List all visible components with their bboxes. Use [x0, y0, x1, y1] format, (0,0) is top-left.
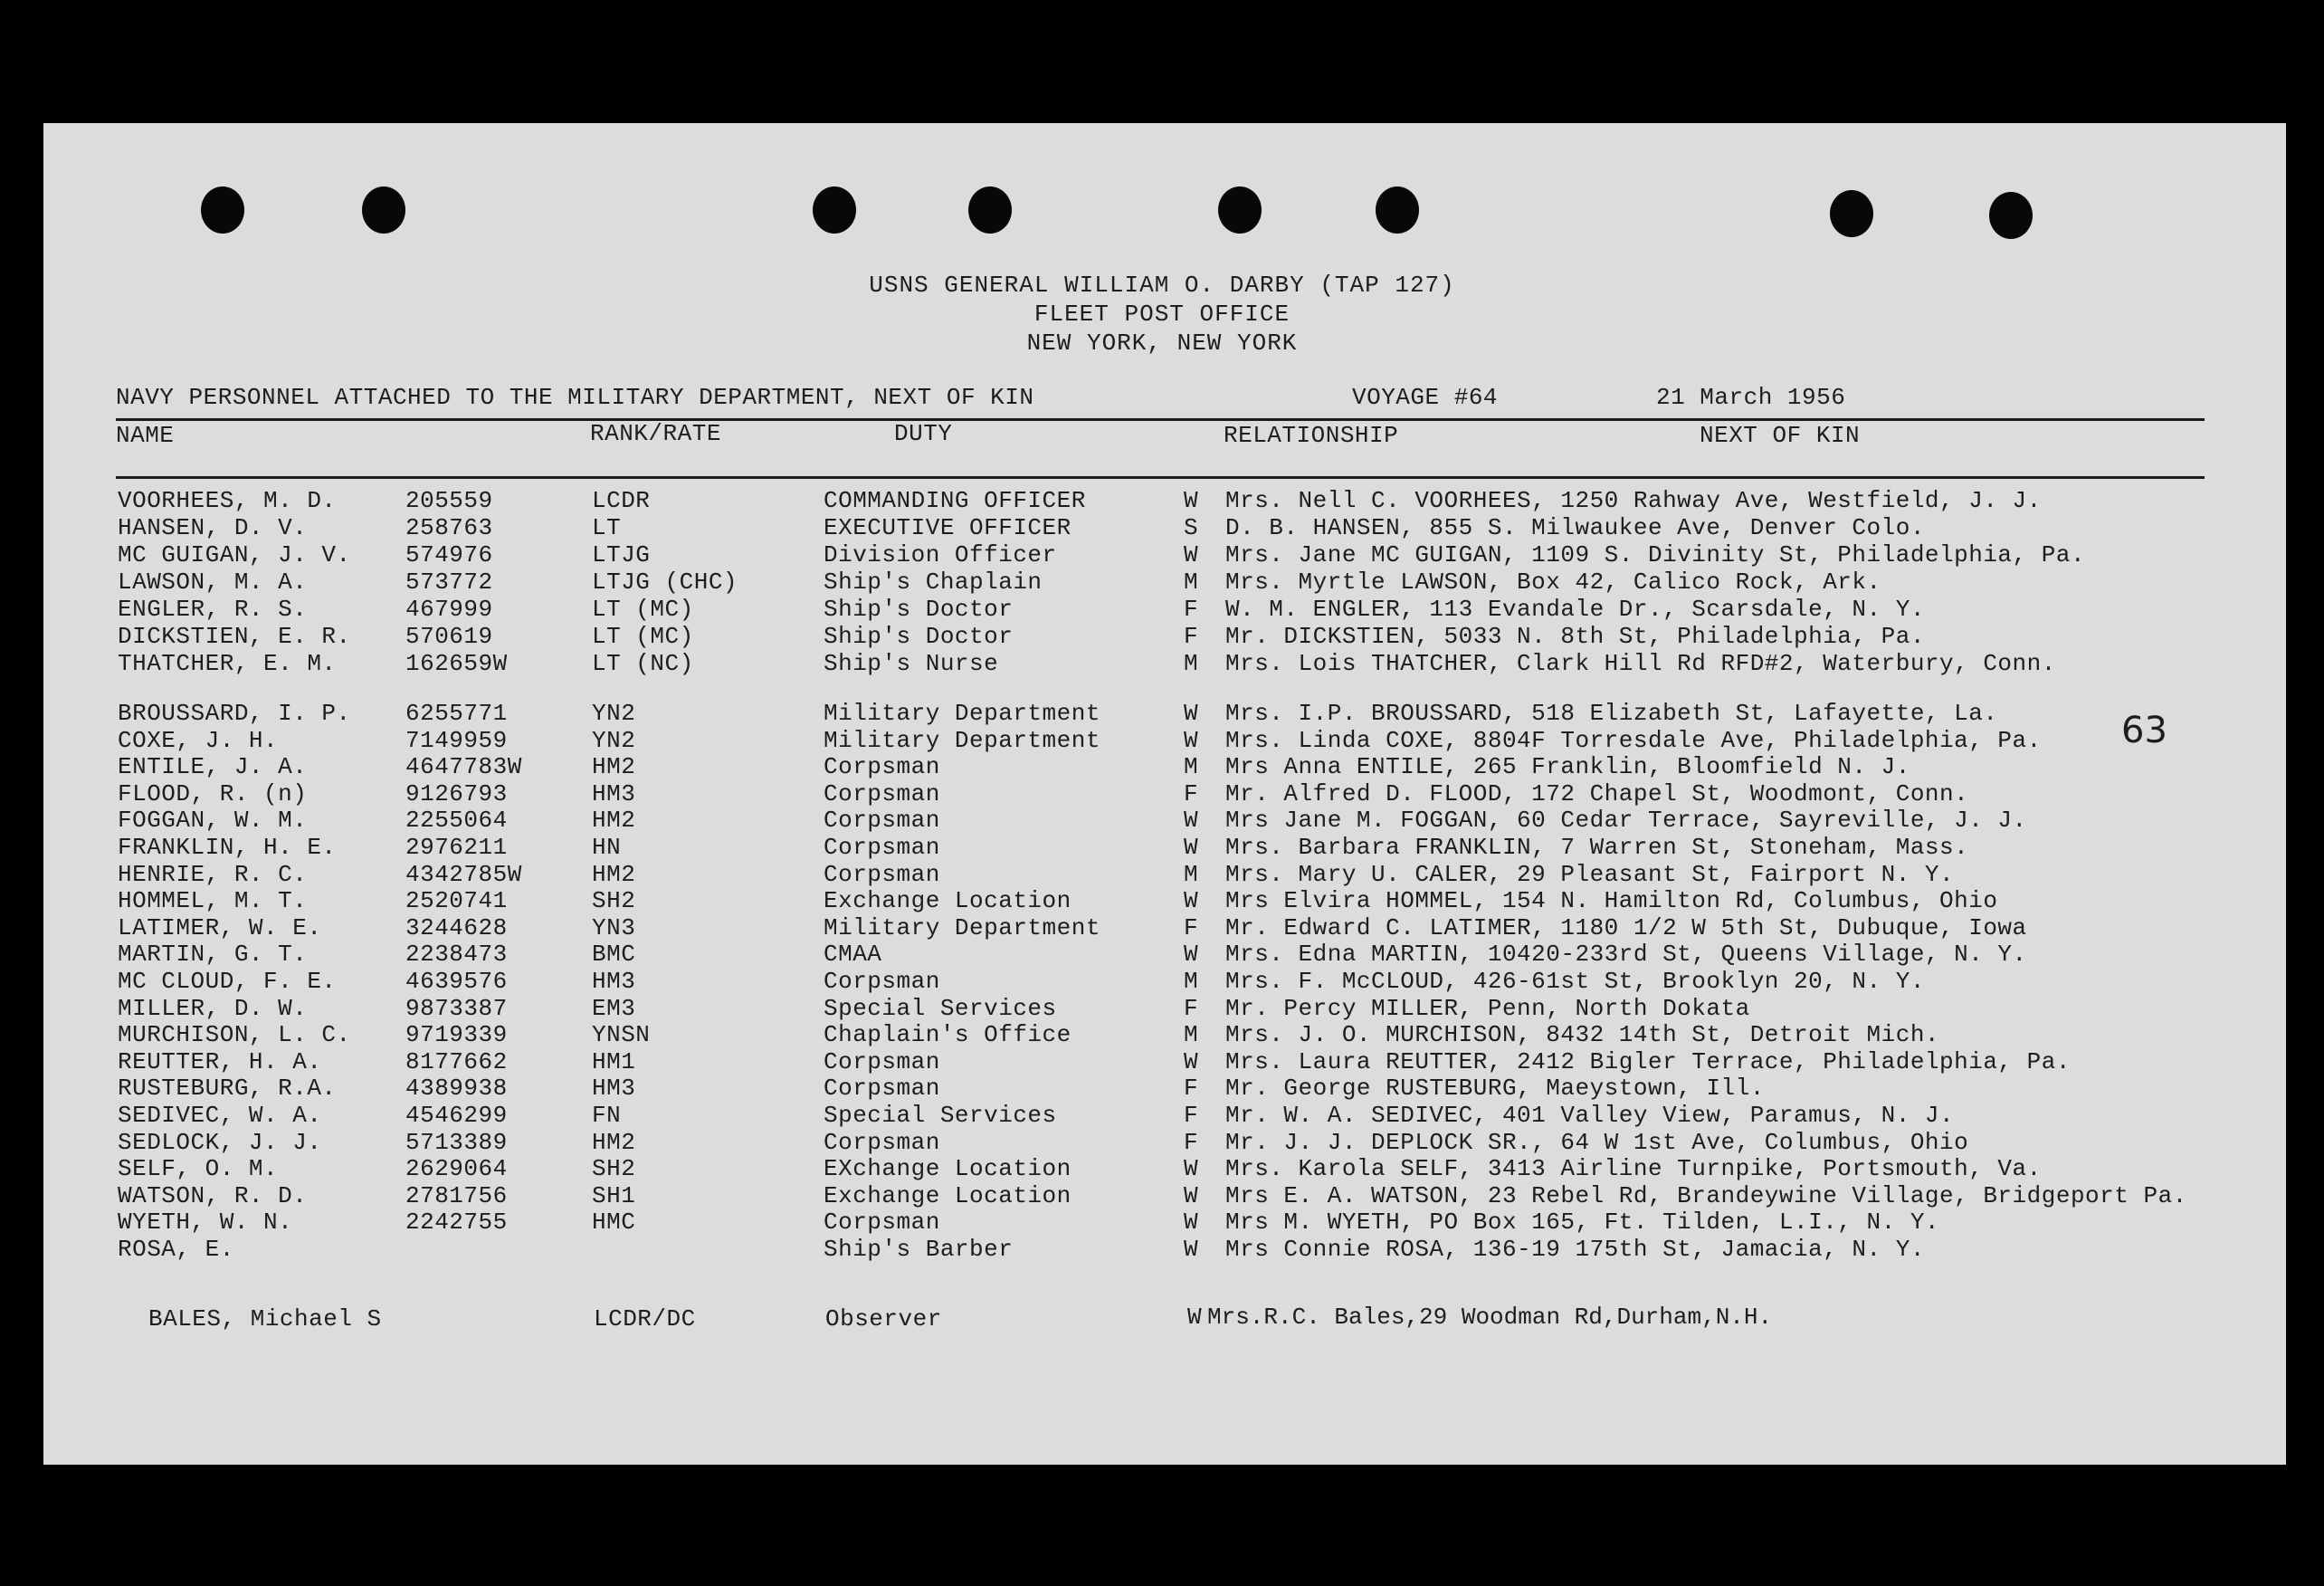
rank-rate: YN3	[592, 913, 636, 941]
document-date: 21 March 1956	[1656, 384, 1846, 411]
rank-rate: SH1	[592, 1181, 636, 1209]
duty: Ship's Chaplain	[824, 568, 1043, 596]
person-name: MC GUIGAN, J. V.	[118, 541, 351, 568]
service-number: 2520741	[405, 887, 508, 915]
punch-hole	[362, 186, 405, 234]
relationship: W	[1184, 887, 1199, 915]
next-of-kin: Mr. Alfred D. FLOOD, 172 Chapel St, Woodmont, Conn.	[1225, 779, 1969, 807]
relationship: W	[1184, 700, 1199, 727]
person-name: VOORHEES, M. D.	[118, 487, 337, 514]
next-of-kin: Mrs. Myrtle LAWSON, Box 42, Calico Rock, Ark.	[1225, 568, 1881, 596]
duty: Exchange Location	[824, 1181, 1072, 1209]
service-number: 3244628	[405, 913, 508, 941]
ship-name: USNS GENERAL WILLIAM O. DARBY (TAP 127)	[869, 272, 1455, 299]
relationship: M	[1184, 753, 1199, 781]
punch-hole	[968, 186, 1012, 234]
person-name: LATIMER, W. E.	[118, 913, 322, 941]
next-of-kin: Mrs Elvira HOMMEL, 154 N. Hamilton Rd, Columbus, Ohio	[1225, 887, 1998, 915]
duty: Corpsman	[824, 807, 940, 835]
observer-duty: Observer	[825, 1305, 942, 1333]
duty: Corpsman	[824, 834, 940, 861]
duty: Chaplain's Office	[824, 1021, 1072, 1049]
next-of-kin: W. M. ENGLER, 113 Evandale Dr., Scarsdale, N. Y.	[1225, 596, 1925, 623]
relationship: M	[1184, 968, 1199, 995]
rank-rate: LTJG	[592, 541, 651, 568]
relationship: W	[1184, 1155, 1199, 1183]
next-of-kin: Mrs. Mary U. CALER, 29 Pleasant St, Fairport N. Y.	[1225, 860, 1955, 888]
service-number: 4342785W	[405, 860, 522, 888]
next-of-kin: Mrs. Linda COXE, 8804F Torresdale Ave, Philadelphia, Pa.	[1225, 726, 2042, 754]
relationship: W	[1184, 807, 1199, 835]
service-number: 9126793	[405, 779, 508, 807]
column-header-duty: DUTY	[894, 420, 953, 447]
punch-hole	[1989, 192, 2033, 239]
service-number: 205559	[405, 487, 493, 514]
service-number: 574976	[405, 541, 493, 568]
service-number: 4639576	[405, 968, 508, 995]
duty: Special Services	[824, 994, 1057, 1022]
rank-rate: BMC	[592, 941, 636, 969]
observer-relationship: W	[1187, 1304, 1203, 1331]
column-header-rank: RANK/RATE	[590, 420, 721, 447]
punch-hole	[813, 186, 856, 234]
next-of-kin: Mr. Edward C. LATIMER, 1180 1/2 W 5th St, Dubuque, Iowa	[1225, 913, 2027, 941]
service-number: 2976211	[405, 834, 508, 861]
rank-rate: SH2	[592, 887, 636, 915]
person-name: MC CLOUD, F. E.	[118, 968, 337, 995]
next-of-kin: Mrs. Barbara FRANKLIN, 7 Warren St, Stoneham, Mass.	[1225, 834, 1969, 861]
rank-rate: LT (NC)	[592, 650, 694, 677]
relationship: W	[1184, 1181, 1199, 1209]
person-name: LAWSON, M. A.	[118, 568, 308, 596]
next-of-kin: D. B. HANSEN, 855 S. Milwaukee Ave, Denver Colo.	[1225, 514, 1925, 541]
next-of-kin: Mrs Anna ENTILE, 265 Franklin, Bloomfield N. J.	[1225, 753, 1910, 781]
column-header-next-of-kin: NEXT OF KIN	[1700, 422, 1861, 449]
service-number: 162659W	[405, 650, 508, 677]
rank-rate: HMC	[592, 1209, 636, 1237]
service-number: 8177662	[405, 1047, 508, 1075]
relationship: W	[1184, 941, 1199, 969]
service-number: 5713389	[405, 1128, 508, 1156]
service-number: 4647783W	[405, 753, 522, 781]
rank-rate: HM3	[592, 968, 636, 995]
duty: Corpsman	[824, 968, 940, 995]
service-number: 6255771	[405, 700, 508, 727]
person-name: HOMMEL, M. T.	[118, 887, 308, 915]
next-of-kin: Mrs M. WYETH, PO Box 165, Ft. Tilden, L.I., N. Y.	[1225, 1209, 1940, 1237]
person-name: HANSEN, D. V.	[118, 514, 308, 541]
duty: Corpsman	[824, 1128, 940, 1156]
next-of-kin: Mr. DICKSTIEN, 5033 N. 8th St, Philadelphia, Pa.	[1225, 623, 1925, 650]
person-name: RUSTEBURG, R.A.	[118, 1075, 337, 1103]
relationship: F	[1184, 1102, 1199, 1129]
next-of-kin: Mrs. I.P. BROUSSARD, 518 Elizabeth St, Lafayette, La.	[1225, 700, 1998, 727]
relationship: S	[1184, 514, 1199, 541]
column-header-name: NAME	[116, 422, 175, 449]
relationship: W	[1184, 1209, 1199, 1237]
relationship: M	[1184, 860, 1199, 888]
punch-hole	[1376, 186, 1419, 234]
relationship: W	[1184, 1236, 1199, 1263]
rank-rate: EM3	[592, 994, 636, 1022]
duty: Corpsman	[824, 1075, 940, 1103]
person-name: FRANKLIN, H. E.	[118, 834, 337, 861]
duty: Ship's Doctor	[824, 596, 1014, 623]
next-of-kin: Mr. Percy MILLER, Penn, North Dokata	[1225, 994, 1750, 1022]
service-number: 2255064	[405, 807, 508, 835]
service-number: 9719339	[405, 1021, 508, 1049]
rank-rate: LCDR	[592, 487, 651, 514]
duty: EXECUTIVE OFFICER	[824, 514, 1072, 541]
next-of-kin: Mrs. Jane MC GUIGAN, 1109 S. Divinity St, Philadelphia, Pa.	[1225, 541, 2086, 568]
rank-rate: YN2	[592, 726, 636, 754]
punch-hole	[1218, 186, 1262, 234]
rank-rate: LT (MC)	[592, 623, 694, 650]
service-number: 2238473	[405, 941, 508, 969]
person-name: SEDLOCK, J. J.	[118, 1128, 322, 1156]
relationship: M	[1184, 650, 1199, 677]
relationship: W	[1184, 726, 1199, 754]
service-number: 7149959	[405, 726, 508, 754]
rank-rate: YNSN	[592, 1021, 651, 1049]
rank-rate: HM2	[592, 807, 636, 835]
observer-next-of-kin: Mrs.R.C. Bales,29 Woodman Rd,Durham,N.H.	[1207, 1304, 1773, 1331]
next-of-kin: Mrs Connie ROSA, 136-19 175th St, Jamacia, N. Y.	[1225, 1236, 1925, 1263]
person-name: REUTTER, H. A.	[118, 1047, 322, 1075]
next-of-kin: Mrs. Laura REUTTER, 2412 Bigler Terrace, Philadelphia, Pa.	[1225, 1047, 2071, 1075]
duty: Special Services	[824, 1102, 1057, 1129]
service-number: 2242755	[405, 1209, 508, 1237]
next-of-kin: Mrs. Edna MARTIN, 10420-233rd St, Queens Village, N. Y.	[1225, 941, 2027, 969]
service-number: 258763	[405, 514, 493, 541]
relationship: W	[1184, 541, 1199, 568]
relationship: F	[1184, 913, 1199, 941]
person-name: COXE, J. H.	[118, 726, 279, 754]
service-number: 9873387	[405, 994, 508, 1022]
location: NEW YORK, NEW YORK	[1026, 330, 1298, 357]
duty: CMAA	[824, 941, 882, 969]
next-of-kin: Mrs. Karola SELF, 3413 Airline Turnpike, Portsmouth, Va.	[1225, 1155, 2042, 1183]
next-of-kin: Mrs Jane M. FOGGAN, 60 Cedar Terrace, Sayreville, J. J.	[1225, 807, 2027, 835]
person-name: SEDIVEC, W. A.	[118, 1102, 322, 1129]
next-of-kin: Mr. J. J. DEPLOCK SR., 64 W 1st Ave, Columbus, Ohio	[1225, 1128, 1969, 1156]
person-name: MURCHISON, L. C.	[118, 1021, 351, 1049]
duty: COMMANDING OFFICER	[824, 487, 1086, 514]
rank-rate: LT (MC)	[592, 596, 694, 623]
duty: Corpsman	[824, 1047, 940, 1075]
next-of-kin: Mrs. Nell C. VOORHEES, 1250 Rahway Ave, Westfield, J. J.	[1225, 487, 2042, 514]
voyage-number: VOYAGE #64	[1352, 384, 1499, 411]
person-name: WATSON, R. D.	[118, 1181, 308, 1209]
duty: Military Department	[824, 726, 1100, 754]
relationship: W	[1184, 834, 1199, 861]
duty: Corpsman	[824, 753, 940, 781]
rank-rate: HM1	[592, 1047, 636, 1075]
service-number: 570619	[405, 623, 493, 650]
next-of-kin: Mrs. J. O. MURCHISON, 8432 14th St, Detroit Mich.	[1225, 1021, 1940, 1049]
person-name: MILLER, D. W.	[118, 994, 308, 1022]
punch-hole	[1830, 190, 1873, 237]
duty: Corpsman	[824, 1209, 940, 1237]
column-header-relationship: RELATIONSHIP	[1224, 422, 1399, 449]
duty: EXchange Location	[824, 1155, 1072, 1183]
relationship: W	[1184, 487, 1199, 514]
rank-rate: SH2	[592, 1155, 636, 1183]
person-name: BROUSSARD, I. P.	[118, 700, 351, 727]
duty: Division Officer	[824, 541, 1057, 568]
relationship: W	[1184, 1047, 1199, 1075]
duty: Ship's Barber	[824, 1236, 1014, 1263]
relationship: M	[1184, 568, 1199, 596]
next-of-kin: Mrs. Lois THATCHER, Clark Hill Rd RFD#2, Waterbury, Conn.	[1225, 650, 2056, 677]
rank-rate: FN	[592, 1102, 622, 1129]
person-name: FOGGAN, W. M.	[118, 807, 308, 835]
duty: Corpsman	[824, 860, 940, 888]
rank-rate: HM2	[592, 1128, 636, 1156]
relationship: F	[1184, 994, 1199, 1022]
columns-rule	[116, 476, 2205, 479]
duty: Exchange Location	[824, 887, 1072, 915]
next-of-kin: Mrs. F. McCLOUD, 426-61st St, Brooklyn 20, N. Y.	[1225, 968, 1925, 995]
person-name: SELF, O. M.	[118, 1155, 279, 1183]
post-office: FLEET POST OFFICE	[1033, 301, 1291, 328]
rank-rate: LTJG (CHC)	[592, 568, 738, 596]
rank-rate: HM3	[592, 779, 636, 807]
person-name: ENGLER, R. S.	[118, 596, 308, 623]
person-name: MARTIN, G. T.	[118, 941, 308, 969]
next-of-kin: Mr. George RUSTEBURG, Maeystown, Ill.	[1225, 1075, 1765, 1103]
relationship: F	[1184, 596, 1199, 623]
header-rule	[116, 418, 2205, 421]
rank-rate: LT	[592, 514, 622, 541]
relationship: F	[1184, 623, 1199, 650]
page-number: 63	[2121, 710, 2167, 751]
document-title: NAVY PERSONNEL ATTACHED TO THE MILITARY DEPARTMENT, NEXT OF KIN	[116, 384, 1034, 411]
rank-rate: YN2	[592, 700, 636, 727]
observer-name: BALES, Michael S	[148, 1305, 382, 1333]
next-of-kin: Mr. W. A. SEDIVEC, 401 Valley View, Paramus, N. J.	[1225, 1102, 1955, 1129]
rank-rate: HM2	[592, 860, 636, 888]
person-name: ROSA, E.	[118, 1236, 234, 1263]
service-number: 573772	[405, 568, 493, 596]
next-of-kin: Mrs E. A. WATSON, 23 Rebel Rd, Brandeywine Village, Bridgeport Pa.	[1225, 1181, 2187, 1209]
person-name: WYETH, W. N.	[118, 1209, 293, 1237]
person-name: THATCHER, E. M.	[118, 650, 337, 677]
service-number: 4389938	[405, 1075, 508, 1103]
rank-rate: HM2	[592, 753, 636, 781]
punch-hole	[201, 186, 244, 234]
observer-rank: LCDR/DC	[594, 1305, 696, 1333]
service-number: 2629064	[405, 1155, 508, 1183]
rank-rate: HN	[592, 834, 622, 861]
person-name: ENTILE, J. A.	[118, 753, 308, 781]
duty: Ship's Doctor	[824, 623, 1014, 650]
relationship: M	[1184, 1021, 1199, 1049]
relationship: F	[1184, 1128, 1199, 1156]
duty: Military Department	[824, 700, 1100, 727]
service-number: 4546299	[405, 1102, 508, 1129]
service-number: 467999	[405, 596, 493, 623]
relationship: F	[1184, 1075, 1199, 1103]
relationship: F	[1184, 779, 1199, 807]
person-name: DICKSTIEN, E. R.	[118, 623, 351, 650]
duty: Ship's Nurse	[824, 650, 999, 677]
person-name: HENRIE, R. C.	[118, 860, 308, 888]
person-name: FLOOD, R. (n)	[118, 779, 308, 807]
service-number: 2781756	[405, 1181, 508, 1209]
duty: Military Department	[824, 913, 1100, 941]
rank-rate: HM3	[592, 1075, 636, 1103]
duty: Corpsman	[824, 779, 940, 807]
